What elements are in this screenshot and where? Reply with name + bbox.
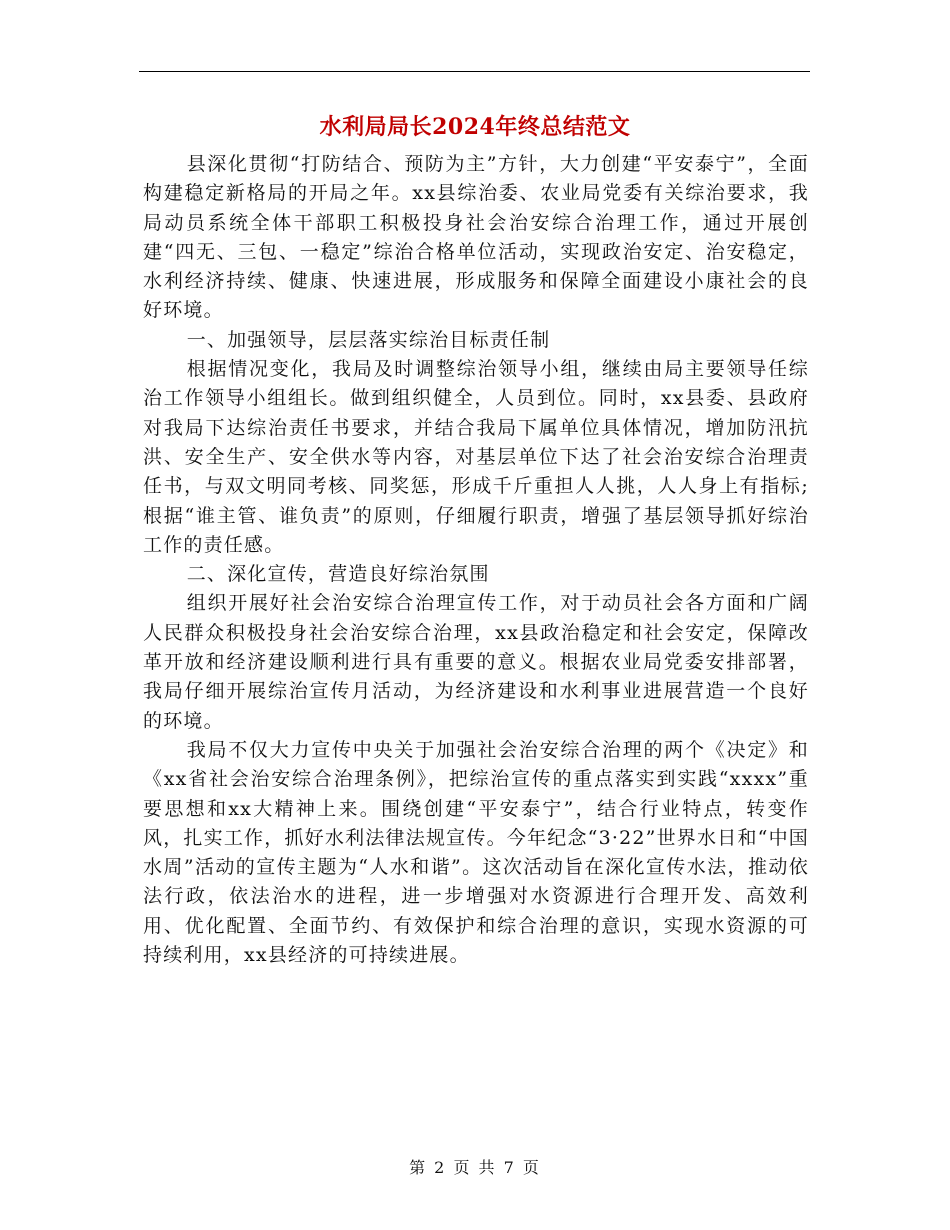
paragraph-section-1: 根据情况变化，我局及时调整综治领导小组，继续由局主要领导任综治工作领导小组组长。做到组织健全，人员到位。同时，xx县委、县政府对我局下达综治责任书要求，并结合我局下属单位具体情况，增加防汛抗洪、安全生产、安全供水等内容，对基层单位下达了社会治安综合治理责任书，与双文明同考核、同奖惩，形成千斤重担人人挑，人人身上有指标;根据“谁主管、谁负责”的原则，仔细履行职责，增强了基层领导抓好综治工作的责任感。 (143, 358, 809, 556)
section-heading-1: 一、加强领导，层层落实综治目标责任制 (186, 328, 551, 351)
paragraph-intro: 县深化贯彻“打防结合、预防为主”方针，大力创建“平安泰宁”，全面构建稳定新格局的开局之年。xx县综治委、农业局党委有关综治要求，我局动员系统全体干部职工积极投身社会治安综合治理工作，通过开展创建“四无、三包、一稳定”综治合格单位活动，实现政治安定、治安稳定，水利经济持续、健康、快速进展，形成服务和保障全面建设小康社会的良好环境。 (143, 153, 809, 322)
paragraph-section-2a: 组织开展好社会治安综合治理宣传工作，对于动员社会各方面和广阔人民群众积极投身社会治安综合治理，xx县政治稳定和社会安定，保障改革开放和经济建设顺利进行具有重要的意义。根据农业局党委安排部署，我局仔细开展综治宣传月活动，为经济建设和水利事业进展营造一个良好的环境。 (143, 592, 809, 732)
document-title: 水利局局长2024年终总结范文 (319, 114, 631, 140)
paragraph-section-2b: 我局不仅大力宣传中央关于加强社会治安综合治理的两个《决定》和《xx省社会治安综合治理条例》，把综治宣传的重点落实到实践“xxxx”重要思想和xx大精神上来。围绕创建“平安泰宁”，结合行业特点，转变作风，扎实工作，抓好水利法律法规宣传。今年纪念“3·22”世界水日和“中国水周”活动的宣传主题为“人水和谐”。这次活动旨在深化宣传水法，推动依法行政，依法治水的进程，进一步增强对水资源进行合理开发、高效利用、优化配置、全面节约、有效保护和综合治理的意识，实现水资源的可持续利用，xx县经济的可持续进展。 (143, 738, 809, 967)
section-heading-2: 二、深化宣传，营造良好综治氛围 (186, 563, 490, 586)
page-footer: 第 2 页 共 7 页 (409, 1158, 541, 1177)
document-body (143, 150, 809, 970)
header-rule (139, 71, 810, 72)
